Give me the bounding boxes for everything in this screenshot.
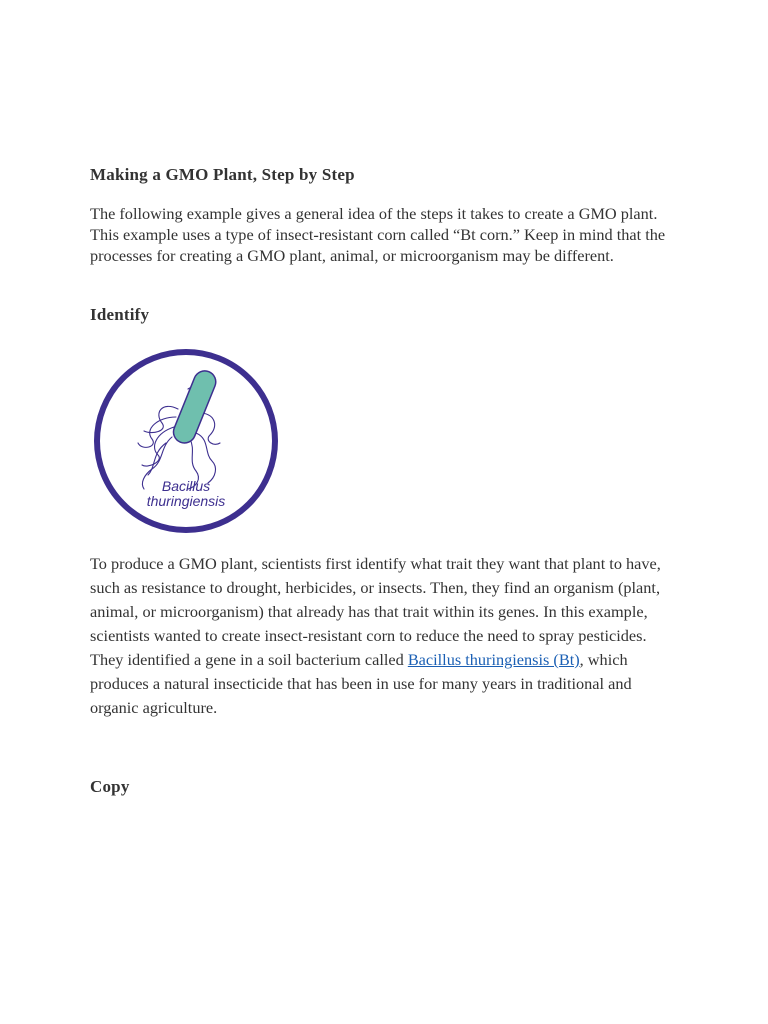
bacillus-illustration [92,343,282,539]
figure-label-line1: Bacillus [161,478,211,494]
intro-paragraph: The following example gives a general idea of the steps it takes to create a GMO plant. This example uses a type of insect-resistant corn called “Bt corn.” Keep in mind that the processes for creating a GMO plant, animal, or microorganism may be different. [90,204,666,265]
bacterium-icon [92,343,282,539]
page-title: Making a GMO Plant, Step by Step [90,165,355,184]
bacillus-thuringiensis-link[interactable]: Bacillus thuringiensis (Bt) [407,650,580,669]
figure-label-line2: thuringiensis [146,493,226,509]
identify-text-after-link: , which produces a natural insecticide that has been in use for many years in traditional and organic agriculture. [90,650,632,717]
section-heading-copy: Copy [90,777,130,796]
section-heading-identify: Identify [90,305,150,324]
identify-paragraph [90,552,680,720]
identify-text-before-link: To produce a GMO plant, scientists first identify what trait they want that plant to have, such as resistance to drought, herbicides, or insects. Then, they find an organism (plant, animal, or microorganism) that already has that trait within its genes. In this example, scientists wanted to create insect-resistant corn to reduce the need to spray pesticides. They identified a gene in a soil bacterium called [90,554,661,669]
